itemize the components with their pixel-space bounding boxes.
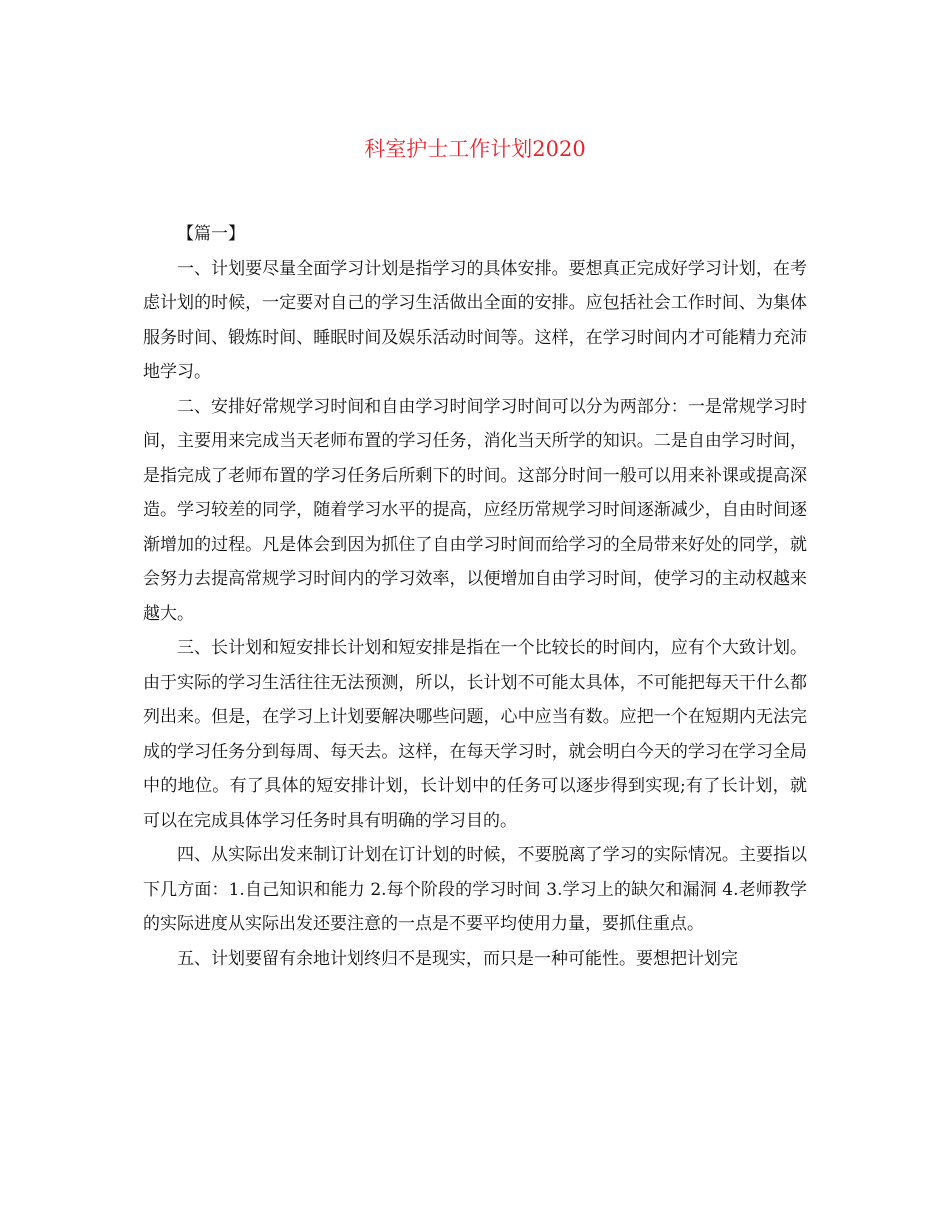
document-body (143, 217, 807, 976)
paragraph-3: 三、长计划和短安排长计划和短安排是指在一个比较长的时间内，应有个大致计划。由于实际的学习生活往往无法预测，所以，长计划不可能太具体，不可能把每天干什么都列出来。但是，在学习上计划要解决哪些问题，心中应当有数。应把一个在短期内无法完成的学习任务分到每周、每天去。这样，在每天学习时，就会明白今天的学习在学习全局中的地位。有了具体的短安排计划，长计划中的任务可以逐步得到实现;有了长计划，就可以在完成具体学习任务时具有明确的学习目的。 (143, 638, 807, 831)
paragraph-1: 一、计划要尽量全面学习计划是指学习的具体安排。要想真正完成好学习计划，在考虑计划的时候，一定要对自己的学习生活做出全面的安排。应包括社会工作时间、为集体服务时间、锻炼时间、睡眠时间及娱乐活动时间等。这样，在学习时间内才可能精力充沛地学习。 (143, 258, 807, 382)
paragraph-5: 五、计划要留有余地计划终归不是现实，而只是一种可能性。要想把计划完 (177, 948, 738, 969)
section-label: 【篇一】 (177, 224, 245, 244)
document-title: 科室护士工作计划2020 (364, 137, 586, 161)
paragraph-2: 二、安排好常规学习时间和自由学习时间学习时间可以分为两部分：一是常规学习时间，主要用来完成当天老师布置的学习任务，消化当天所学的知识。二是自由学习时间，是指完成了老师布置的学习任务后所剩下的时间。这部分时间一般可以用来补课或提高深造。学习较差的同学，随着学习水平的提高，应经历常规学习时间逐渐减少，自由时间逐渐增加的过程。凡是体会到因为抓住了自由学习时间而给学习的全局带来好处的同学，就会努力去提高常规学习时间内的学习效率，以便增加自由学习时间，使学习的主动权越来越大。 (143, 396, 807, 624)
paragraph-4: 四、从实际出发来制订计划在订计划的时候，不要脱离了学习的实际情况。主要指以下几方面：1.自己知识和能力 2.每个阶段的学习时间 3.学习上的缺欠和漏洞 4.老师教学的实际进度从实际出发还要注意的一点是不要平均使用力量，要抓住重点。 (143, 845, 807, 934)
